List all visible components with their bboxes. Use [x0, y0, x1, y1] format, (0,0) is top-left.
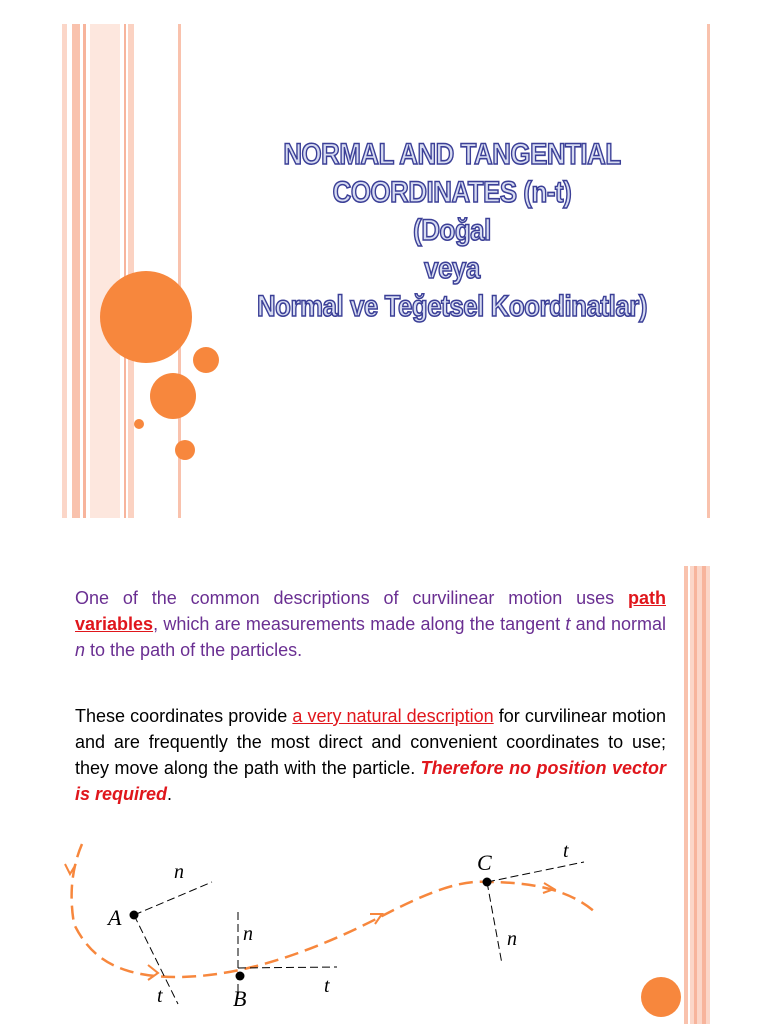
- decorative-circle: [641, 977, 681, 1017]
- stripe: [128, 24, 134, 518]
- stripe: [684, 566, 688, 1024]
- label-n-c: n: [507, 928, 517, 950]
- content-slide: [62, 566, 712, 1024]
- decorative-circle: [134, 419, 144, 429]
- text-run: One of the common descriptions of curvilinear motion uses: [75, 588, 628, 608]
- point-a: [130, 911, 139, 920]
- slide-title: [237, 136, 667, 326]
- title-line: NORMAL AND TANGENTIAL: [283, 138, 621, 171]
- title-line: (Doğal: [413, 214, 491, 247]
- symbol-n: n: [75, 640, 86, 660]
- normal-line-a: [134, 882, 212, 915]
- label-a: A: [108, 905, 122, 930]
- point-c: [483, 878, 492, 887]
- title-line: Normal ve Teğetsel Koordinatlar): [256, 290, 648, 323]
- decorative-circle: [150, 373, 196, 419]
- label-b: B: [233, 986, 247, 1011]
- decorative-circle: [175, 440, 195, 460]
- stripe: [124, 24, 126, 518]
- label-t-c: t: [563, 840, 569, 862]
- decorative-circle: [100, 271, 192, 363]
- highlight-natural-description: a very natural description: [292, 706, 494, 726]
- decorative-circle: [193, 347, 219, 373]
- title-slide: [62, 24, 712, 518]
- path-diagram: [62, 832, 622, 1024]
- curvilinear-path: [72, 844, 597, 977]
- text-run: .: [167, 784, 173, 804]
- text-run: , which are measurements made along the tangent: [153, 614, 566, 634]
- stripe: [83, 24, 86, 518]
- stripe: [90, 24, 120, 518]
- arrowhead-icon: [148, 965, 158, 980]
- label-t-b: t: [324, 975, 330, 997]
- stripe: [694, 566, 697, 1024]
- label-t-a: t: [157, 985, 163, 1007]
- tangent-line-c: [487, 862, 584, 882]
- label-n-a: n: [174, 861, 184, 883]
- text-run: for curvilinear motion and are frequently the most direct and convenient coordinates to use; they move along the path with the particle.: [75, 706, 666, 778]
- text-run: to the path of the particles.: [85, 640, 303, 660]
- stripe: [707, 24, 710, 518]
- emphasis-no-position-vector: Therefore no position vector is required: [75, 758, 666, 804]
- title-line: COORDINATES (n-t): [332, 176, 572, 209]
- stripe: [690, 566, 710, 1024]
- tangent-line-a: [134, 915, 178, 1004]
- point-b: [236, 972, 245, 981]
- symbol-t: t: [565, 614, 571, 634]
- stripe: [72, 24, 80, 518]
- stripe: [702, 566, 706, 1024]
- normal-line-c: [487, 882, 502, 964]
- label-c: C: [477, 850, 492, 875]
- text-run: and normal: [570, 614, 666, 634]
- title-line: veya: [424, 252, 480, 285]
- paragraph-path-variables: [75, 585, 666, 663]
- label-n-b: n: [243, 923, 253, 945]
- highlight-path-variables: path variables: [75, 588, 666, 634]
- paragraph-natural-description: [75, 703, 666, 807]
- text-run: These coordinates provide: [75, 706, 293, 726]
- stripe: [62, 24, 67, 518]
